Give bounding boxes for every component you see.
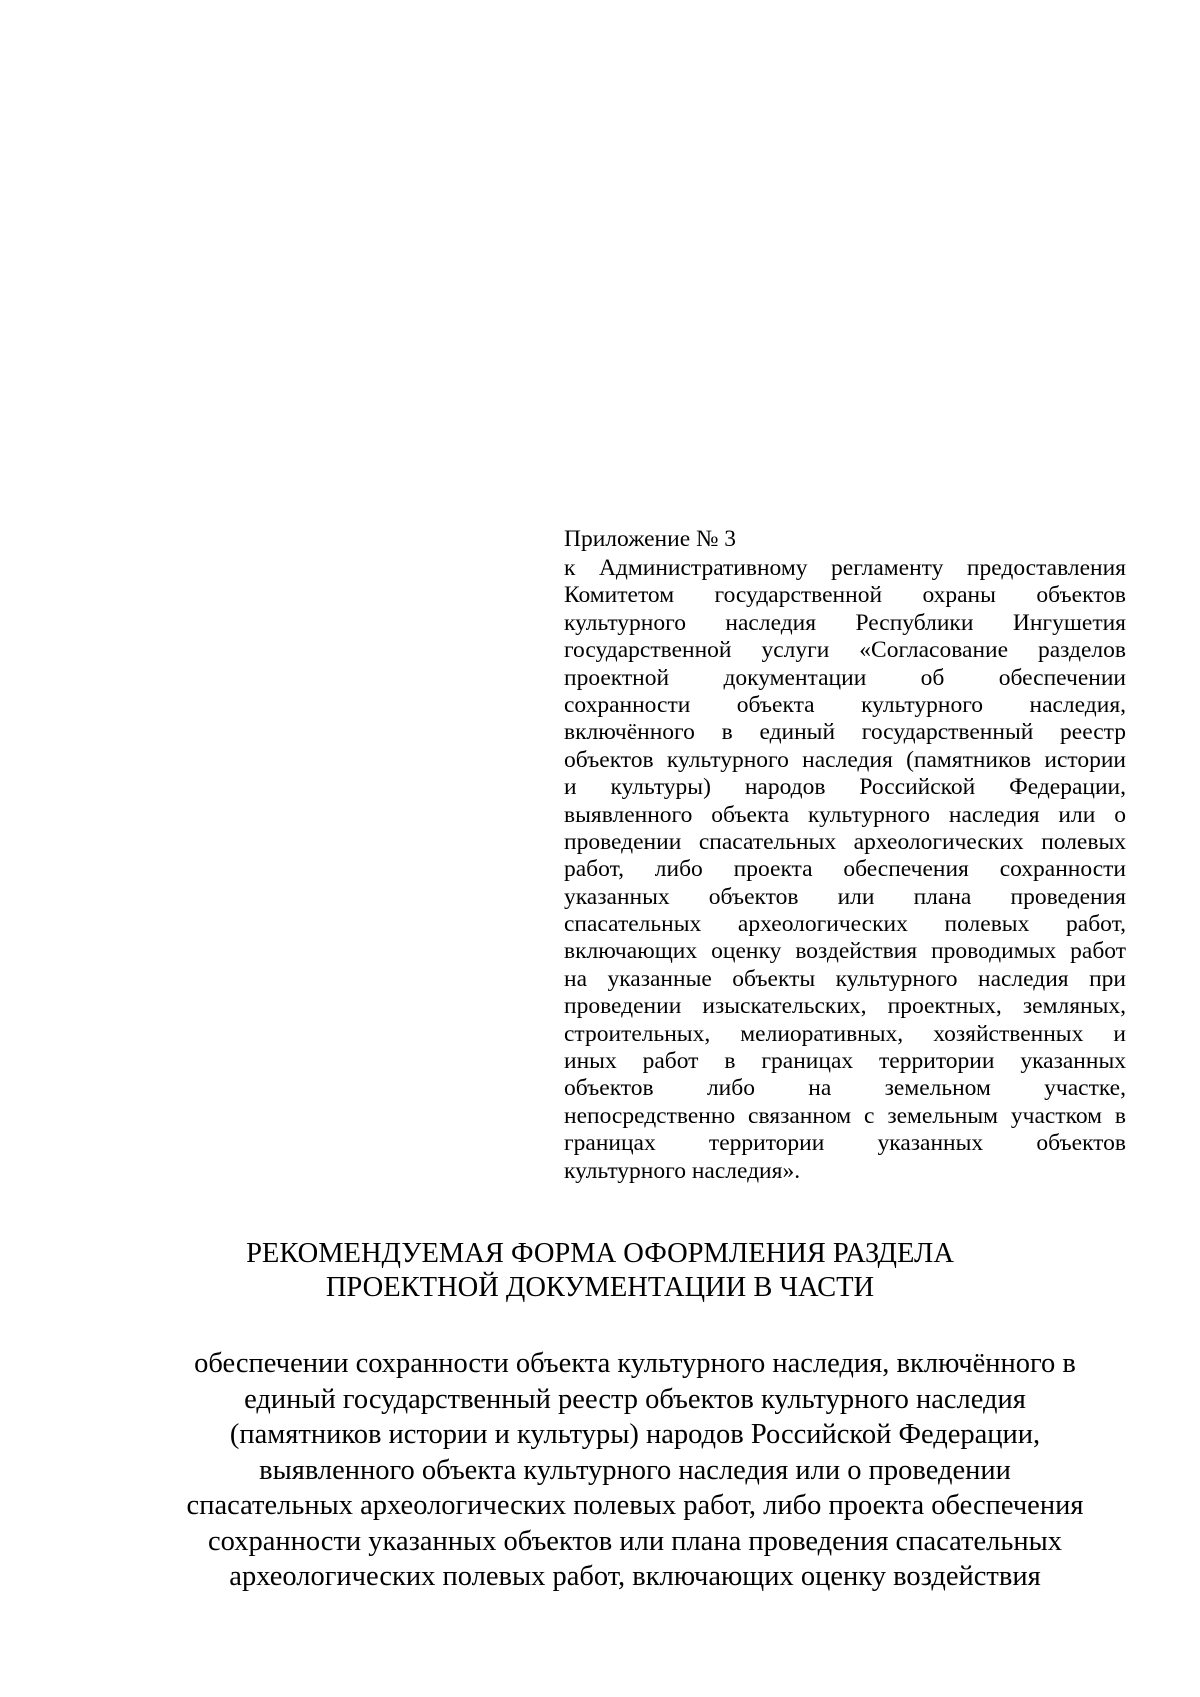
appendix-block — [564, 525, 1126, 1185]
appendix-line: государственной услуги «Согласование разделов — [564, 637, 1126, 664]
appendix-line: Комитетом государственной охраны объектов — [564, 582, 1126, 609]
appendix-line: объектов либо на земельном участке, — [564, 1075, 1126, 1102]
body-line: спасательных археологических полевых работ, либо проекта обеспечения — [186, 1490, 1084, 1521]
body-line: сохранности указанных объектов или плана проведения спасательных — [208, 1525, 1062, 1557]
appendix-line: строительных, мелиоративных, хозяйственных и — [564, 1020, 1126, 1047]
form-heading-line: ПРОЕКТНОЙ ДОКУМЕНТАЦИИ В ЧАСТИ — [325, 1272, 875, 1303]
appendix-line: проектной документации об обеспечении — [564, 664, 1126, 691]
appendix-line: выявленного объекта культурного наследия или о — [564, 801, 1126, 828]
appendix-line: работ, либо проекта обеспечения сохранности — [564, 856, 1126, 883]
body-line: археологических полевых работ, включающих оценку воздействия — [229, 1561, 1041, 1592]
appendix-line: спасательных археологических полевых работ, — [564, 911, 1126, 938]
body-line: выявленного объекта культурного наследия или о проведении — [259, 1454, 1011, 1486]
appendix-line: сохранности объекта культурного наследия, — [564, 691, 1126, 718]
appendix-line: на указанные объекты культурного наследия при — [564, 965, 1126, 992]
appendix-line: непосредственно связанном с земельным участком в — [564, 1102, 1126, 1129]
form-heading — [200, 1237, 1000, 1305]
appendix-line: культурного наследия Республики Ингушетия — [564, 609, 1126, 636]
appendix-line: включающих оценку воздействия проводимых работ — [564, 938, 1126, 965]
body-line: обеспечении сохранности объекта культурного наследия, включённого в — [194, 1348, 1076, 1379]
appendix-title: Приложение № 3 — [564, 526, 737, 552]
appendix-line: культурного наследия». — [564, 1157, 801, 1184]
body-line: единый государственный реестр объектов культурного наследия — [244, 1383, 1026, 1415]
body-line: (памятников истории и культуры) народов Российской Федерации, — [229, 1419, 1041, 1450]
appendix-line: включённого в единый государственный реестр — [564, 719, 1126, 746]
appendix-line: границах территории указанных объектов — [564, 1130, 1126, 1157]
form-subject-text — [150, 1346, 1120, 1595]
appendix-line: проведении спасательных археологических полевых — [564, 828, 1126, 855]
appendix-line: к Административному регламенту предоставления — [564, 555, 1126, 581]
appendix-line: иных работ в границах территории указанных — [564, 1048, 1126, 1075]
appendix-line: указанных объектов или плана проведения — [564, 883, 1126, 910]
appendix-line: проведении изыскательских, проектных, земляных, — [564, 993, 1126, 1020]
form-heading-line: РЕКОМЕНДУЕМАЯ ФОРМА ОФОРМЛЕНИЯ РАЗДЕЛА — [246, 1238, 954, 1269]
appendix-line: и культуры) народов Российской Федерации, — [564, 774, 1126, 801]
appendix-line: объектов культурного наследия (памятников истории — [564, 746, 1126, 773]
